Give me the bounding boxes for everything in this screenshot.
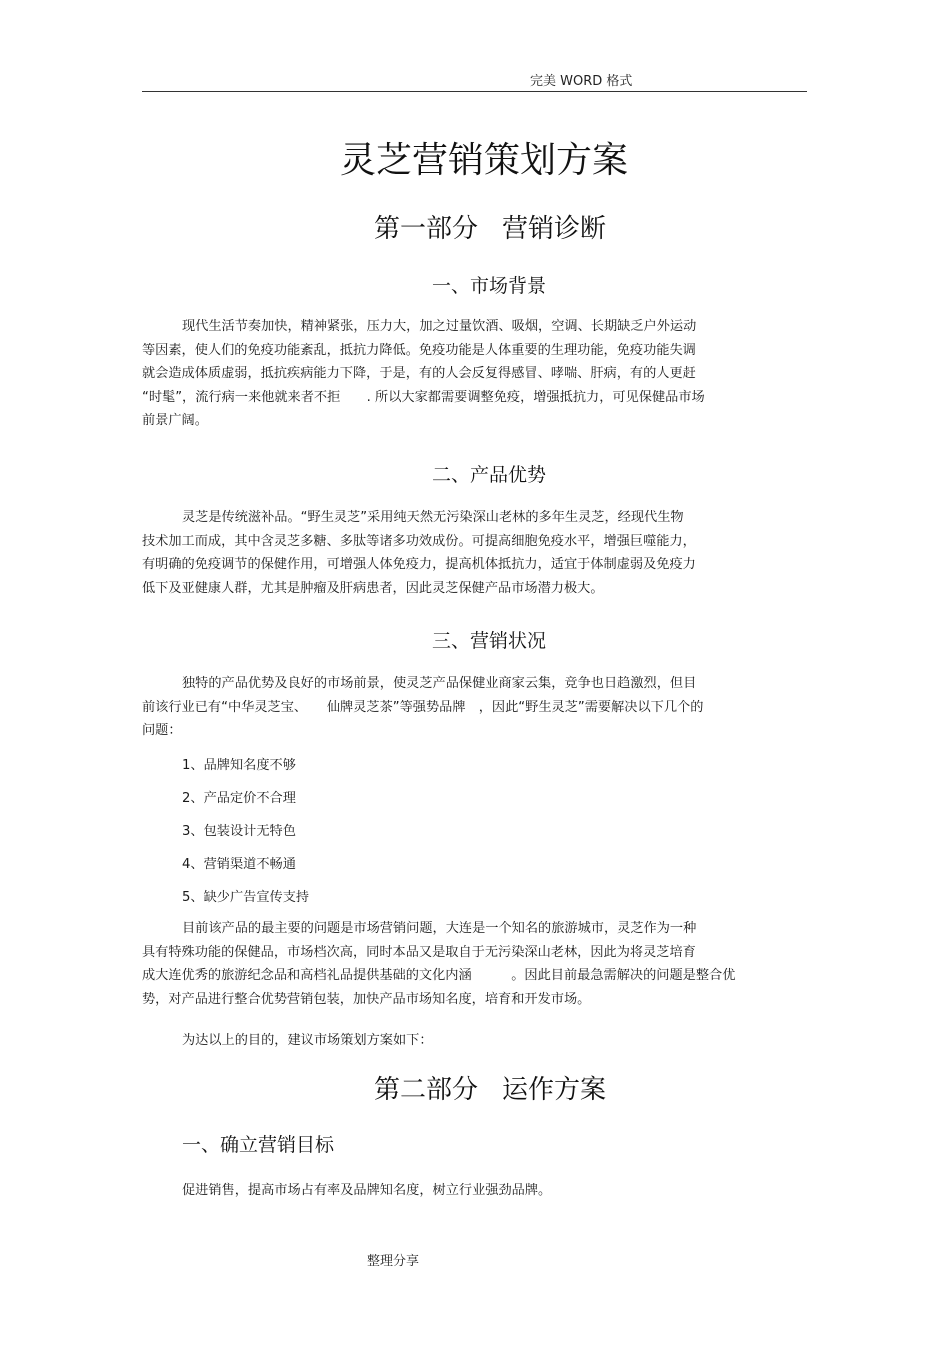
part2-name: 运作方案 xyxy=(502,1075,607,1105)
paragraph-line: 低下及亚健康人群，尤其是肿瘤及肝病患者，因此灵芝保健产品市场潜力极大。 xyxy=(142,580,604,596)
paragraph-line: 现代生活节奏加快，精神紧张，压力大，加之过量饮酒、吸烟，空调、长期缺乏户外运动 xyxy=(182,319,697,334)
paragraph-line: 前该行业已有“中华灵芝宝、 仙牌灵芝茶”等强势品牌 ，因此“野生灵芝”需要解决以下几个的 xyxy=(142,699,704,715)
paragraph-line: 成大连优秀的旅游纪念品和高档礼品提供基础的文化内涵 。因此目前最急需解决的问题是整合优 xyxy=(142,968,736,983)
page-header: 完美 WORD 格式 xyxy=(530,74,633,89)
page-footer: 整理分享 xyxy=(367,1254,420,1269)
section-marketing-status-title: 三、营销状况 xyxy=(431,630,546,652)
section-marketing-goal-title: 一、确立营销目标 xyxy=(182,1134,335,1156)
header-divider xyxy=(142,91,807,92)
list-item: 1、品牌知名度不够 xyxy=(182,758,296,773)
list-item: 5、缺少广告宣传支持 xyxy=(182,890,310,905)
document-title: 灵芝营销策划方案 xyxy=(339,140,628,181)
part1-label: 第一部分 xyxy=(373,214,478,244)
part1-heading xyxy=(0,208,950,245)
paragraph-line: 具有特殊功能的保健品，市场档次高，同时本品又是取自于无污染深山老林，因此为将灵芝培育 xyxy=(142,944,696,960)
marketing-status-paragraph xyxy=(142,672,782,743)
section-product-advantage-title: 二、产品优势 xyxy=(431,464,546,486)
paragraph-line: 有明确的免疫调节的保健作用，可增强人体免疫力，提高机体抵抗力，适宜于体制虚弱及免疫力 xyxy=(142,557,696,572)
paragraph-line: 独特的产品优势及良好的市场前景，使灵芝产品保健业商家云集，竞争也日趋激烈，但目 xyxy=(182,676,697,691)
paragraph-line: 技术加工而成，其中含灵芝多糖、多肽等诸多功效成份。可提高细胞免疫水平，增强巨噬能力， xyxy=(142,533,696,549)
marketing-analysis-paragraph xyxy=(142,917,782,1011)
paragraph-line: 势，对产品进行整合优势营销包装，加快产品市场知名度，培育和开发市场。 xyxy=(142,991,591,1007)
paragraph-line: 目前该产品的最主要的问题是市场营销问题，大连是一个知名的旅游城市，灵芝作为一种 xyxy=(182,921,697,936)
part2-label: 第二部分 xyxy=(373,1075,478,1105)
paragraph-line: 就会造成体质虚弱，抵抗疾病能力下降，于是，有的人会反复得感冒、哮喘、肝病，有的人更赶 xyxy=(142,366,696,381)
section-market-background-title: 一、市场背景 xyxy=(431,275,546,297)
paragraph-line: 等因素，使人们的免疫功能紊乱，抵抗力降低。免疫功能是人体重要的生理功能，免疫功能失调 xyxy=(142,342,696,358)
product-advantage-paragraph xyxy=(142,506,782,600)
market-background-paragraph xyxy=(142,315,782,433)
part1-name: 营销诊断 xyxy=(502,214,607,244)
list-item: 3、包装设计无特色 xyxy=(182,824,296,839)
list-item: 2、产品定价不合理 xyxy=(182,791,296,806)
paragraph-line: 问题： xyxy=(142,723,182,738)
paragraph-line: 前景广阔。 xyxy=(142,413,208,428)
problem-list xyxy=(182,756,309,921)
paragraph-line: “时髦”，流行病一来他就来者不拒 . 所以大家都需要调整免疫，增强抵抗力，可见保健品市场 xyxy=(142,389,705,405)
paragraph-line: 灵芝是传统滋补品。“野生灵芝”采用纯天然无污染深山老林的多年生灵芝，经现代生物 xyxy=(182,510,684,525)
closing-sentence: 为达以上的目的，建议市场策划方案如下： xyxy=(182,1033,433,1048)
marketing-goal-text: 促进销售，提高市场占有率及品牌知名度，树立行业强劲品牌。 xyxy=(182,1183,552,1198)
part2-heading xyxy=(0,1069,950,1106)
list-item: 4、营销渠道不畅通 xyxy=(182,857,296,872)
